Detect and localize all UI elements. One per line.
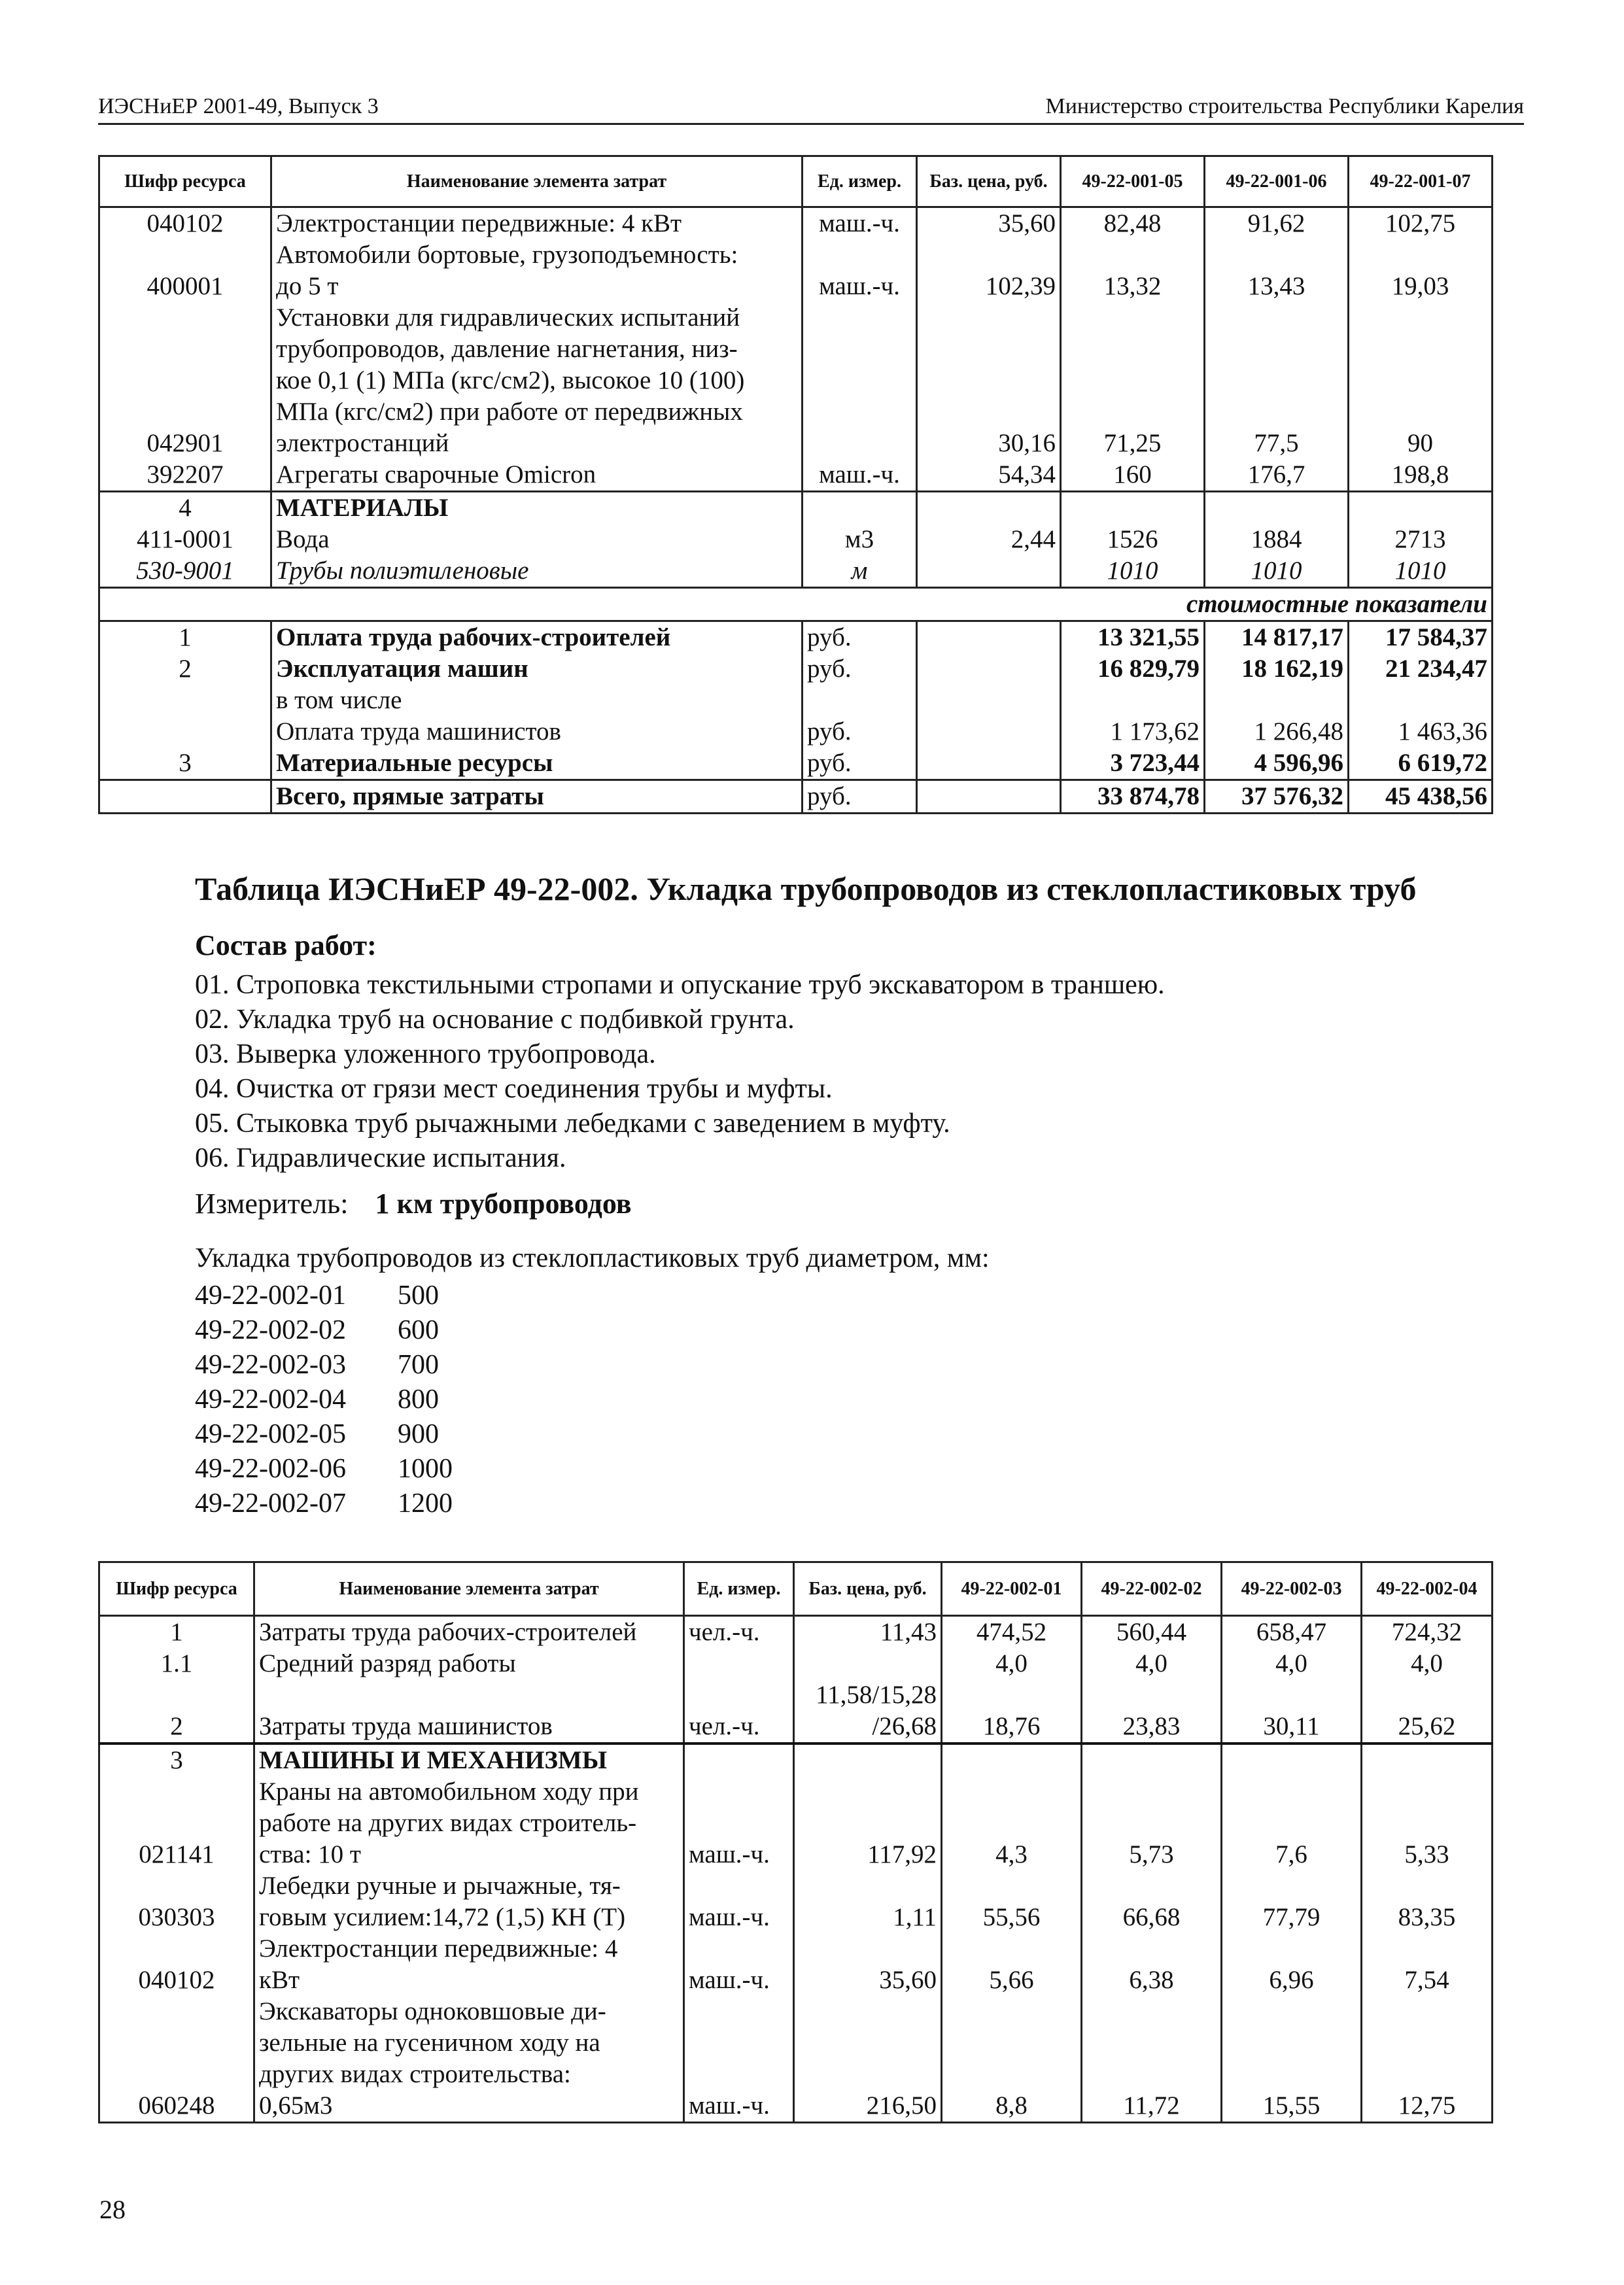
code: 49-22-002-02 <box>195 1315 346 1345</box>
base-price: 117,92 <box>794 1776 942 1870</box>
list-item: 02. Укладка труб на основание с подбивкой грунта. <box>195 1005 795 1035</box>
base-price <box>794 1744 942 1776</box>
resource-code: 021141 <box>99 1776 254 1870</box>
table-row <box>99 685 1493 716</box>
resource-code: 060248 <box>99 1996 254 2123</box>
list-item <box>195 1348 453 1383</box>
list-item <box>195 1313 453 1348</box>
column-header: Баз. цена, руб. <box>794 1562 942 1616</box>
unit: маш.-ч. <box>803 239 917 302</box>
value-col-1: 13,32 <box>1061 239 1205 302</box>
codes-intro: Укладка трубопроводов из стеклопластиковых труб диаметром, мм: <box>195 1243 990 1273</box>
base-price: 11,43 <box>794 1616 942 1649</box>
value-col-1: 1 173,62 <box>1061 716 1205 747</box>
cost-name: Материальные ресурсы <box>271 747 803 780</box>
value-col-1 <box>1061 685 1205 716</box>
measure-label: Измеритель: <box>195 1188 349 1220</box>
value-col-2: 91,62 <box>1205 207 1349 240</box>
value-col-3: 15,55 <box>1222 1996 1362 2123</box>
table-row <box>99 1679 1493 1744</box>
measure-line <box>195 1187 632 1220</box>
resource-name: Агрегаты сварочные Omicron <box>271 459 803 492</box>
value-col-4: 25,62 <box>1362 1679 1493 1744</box>
value-col-2: 6,38 <box>1082 1933 1222 1996</box>
diameter: 1000 <box>398 1454 453 1484</box>
value-col-1: 1526 <box>1061 524 1205 555</box>
column-header: 49-22-002-04 <box>1362 1562 1493 1616</box>
unit: м3 <box>803 524 917 555</box>
list-item: 04. Очистка от грязи мест соединения трубы и муфты. <box>195 1074 833 1104</box>
empty-cell <box>917 747 1061 780</box>
empty-cell <box>917 653 1061 685</box>
row-number: 1 <box>99 621 271 654</box>
value-col-3: 30,11 <box>1222 1679 1362 1744</box>
resource-name: Лебедки ручные и рычажные, тя- говым усилием:14,72 (1,5) КН (Т) <box>254 1870 684 1933</box>
resource-name: Электростанции передвижные: 4 кВт <box>271 207 803 240</box>
resource-name: Затраты труда машинистов <box>254 1679 684 1744</box>
running-header <box>98 92 1524 125</box>
table-row <box>99 1933 1493 1996</box>
column-header: 49-22-002-01 <box>942 1562 1082 1616</box>
unit: м <box>803 555 917 588</box>
list-item <box>195 1452 453 1486</box>
header-left: ИЭСНиЕР 2001-49, Выпуск 3 <box>98 94 379 118</box>
value-col-2: 77,5 <box>1205 302 1349 459</box>
table-row <box>99 1996 1493 2123</box>
cost-caption: стоимостные показатели <box>99 588 1493 621</box>
unit: чел.-ч. <box>684 1616 794 1649</box>
value-col-1: 4,3 <box>942 1776 1082 1870</box>
table-row <box>99 207 1493 240</box>
unit <box>684 1648 794 1679</box>
table-row <box>99 459 1493 492</box>
page-number: 28 <box>99 2195 126 2224</box>
value-col-1: 82,48 <box>1061 207 1205 240</box>
resource-name: Вода <box>271 524 803 555</box>
resource-name: Краны на автомобильном ходу при работе на других видах строитель- ства: 10 т <box>254 1776 684 1870</box>
value-col-3: 658,47 <box>1222 1616 1362 1649</box>
value-col-1: 18,76 <box>942 1679 1082 1744</box>
cost-name: Оплата труда рабочих-строителей <box>271 621 803 654</box>
value-col-2: 23,83 <box>1082 1679 1222 1744</box>
value-col-4: 7,54 <box>1362 1933 1493 1996</box>
resource-code: 030303 <box>99 1870 254 1933</box>
unit: чел.-ч. <box>684 1679 794 1744</box>
empty-cell <box>1061 492 1205 524</box>
row-number: 3 <box>99 747 271 780</box>
value-col-2: 37 576,32 <box>1205 780 1349 814</box>
resource-name: Установки для гидравлических испытаний трубопроводов, давление нагнетания, низ- кое 0,1 (1) МПа (кгс/см2), высокое 10 (100) МПа (кгс/см2) при работе от передвижных электростанций <box>271 302 803 459</box>
value-col-2: 176,7 <box>1205 459 1349 492</box>
resource-code: 1 <box>99 1616 254 1649</box>
unit: руб. <box>803 716 917 747</box>
row-number <box>99 716 271 747</box>
resource-code: 392207 <box>99 459 271 492</box>
resource-name: Экскаваторы одноковшовые ди- зельные на гусеничном ходу на других видах строительства: 0,65м3 <box>254 1996 684 2123</box>
table-row <box>99 555 1493 588</box>
value-col-1: 13 321,55 <box>1061 621 1205 654</box>
value-col-2: 560,44 <box>1082 1616 1222 1649</box>
code: 49-22-002-06 <box>195 1454 346 1484</box>
value-col-3: 17 584,37 <box>1349 621 1493 654</box>
resource-code: 530-9001 <box>99 555 271 588</box>
unit <box>803 302 917 459</box>
unit: маш.-ч. <box>684 1996 794 2123</box>
table-row <box>99 653 1493 685</box>
diameter: 1200 <box>398 1488 453 1519</box>
empty-cell <box>917 716 1061 747</box>
list-item: 01. Строповка текстильными стропами и опускание труб экскаватором в траншею. <box>195 970 1165 1000</box>
value-col-2: 13,43 <box>1205 239 1349 302</box>
base-price <box>794 1648 942 1679</box>
value-col-4: 4,0 <box>1362 1648 1493 1679</box>
value-col-3: 2713 <box>1349 524 1493 555</box>
table2-title: Таблица ИЭСНиЕР 49-22-002. Укладка трубопроводов из стеклопластиковых труб <box>195 870 1417 907</box>
value-col-2: 1884 <box>1205 524 1349 555</box>
column-header: Наименование элемента затрат <box>254 1562 684 1616</box>
value-col-3 <box>1349 685 1493 716</box>
value-col-3: 77,79 <box>1222 1870 1362 1933</box>
empty-cell <box>917 780 1061 814</box>
empty-cell <box>917 621 1061 654</box>
value-col-4: 12,75 <box>1362 1996 1493 2123</box>
table-row <box>99 747 1493 780</box>
value-col-3: 1010 <box>1349 555 1493 588</box>
unit: руб. <box>803 747 917 780</box>
resource-code: 3 <box>99 1744 254 1776</box>
resource-table-2 <box>98 1561 1493 2123</box>
value-col-3: 21 234,47 <box>1349 653 1493 685</box>
value-col-3: 6,96 <box>1222 1933 1362 1996</box>
cost-name: Всего, прямые затраты <box>271 780 803 814</box>
value-col-2: 5,73 <box>1082 1776 1222 1870</box>
base-price: 2,44 <box>917 524 1061 555</box>
value-col-1: 3 723,44 <box>1061 747 1205 780</box>
column-header: Ед. измер. <box>684 1562 794 1616</box>
value-col-1: 1010 <box>1061 555 1205 588</box>
base-price <box>917 555 1061 588</box>
table-row <box>99 1870 1493 1933</box>
base-price: 30,16 <box>917 302 1061 459</box>
value-col-1: 33 874,78 <box>1061 780 1205 814</box>
value-col-2: 66,68 <box>1082 1870 1222 1933</box>
list-item <box>195 1383 453 1417</box>
works-heading: Состав работ: <box>195 929 377 961</box>
base-price: 102,39 <box>917 239 1061 302</box>
table-row <box>99 780 1493 814</box>
table-row <box>99 1776 1493 1870</box>
list-item <box>195 1279 453 1313</box>
list-item: 05. Стыковка труб рычажными лебедками с заведением в муфту. <box>195 1108 950 1139</box>
value-col-1: 4,0 <box>942 1648 1082 1679</box>
resource-name: МАШИНЫ И МЕХАНИЗМЫ <box>254 1744 684 1776</box>
value-col-4 <box>1362 1744 1493 1776</box>
diameter: 500 <box>398 1280 439 1311</box>
resource-name: Затраты труда рабочих-строителей <box>254 1616 684 1649</box>
value-col-1: 160 <box>1061 459 1205 492</box>
table-row <box>99 1744 1493 1776</box>
base-price: 35,60 <box>794 1933 942 1996</box>
resource-code: 040102 <box>99 207 271 240</box>
column-header: 49-22-001-05 <box>1061 156 1205 207</box>
diameter: 700 <box>398 1350 439 1380</box>
diameter: 800 <box>398 1384 439 1415</box>
row-number <box>99 685 271 716</box>
value-col-1: 474,52 <box>942 1616 1082 1649</box>
value-col-1: 55,56 <box>942 1870 1082 1933</box>
value-col-1: 16 829,79 <box>1061 653 1205 685</box>
table-row <box>99 302 1493 459</box>
code: 49-22-002-05 <box>195 1419 346 1449</box>
value-col-3: 198,8 <box>1349 459 1493 492</box>
list-item: 06. Гидравлические испытания. <box>195 1143 566 1173</box>
unit: маш.-ч. <box>803 207 917 240</box>
column-header: 49-22-001-07 <box>1349 156 1493 207</box>
value-col-4: 83,35 <box>1362 1870 1493 1933</box>
table1-header-row <box>99 156 1493 207</box>
table-row <box>99 716 1493 747</box>
table-row <box>99 492 1493 524</box>
resource-code: 042901 <box>99 302 271 459</box>
unit: руб. <box>803 621 917 654</box>
value-col-2: 4 596,96 <box>1205 747 1349 780</box>
value-col-3: 90 <box>1349 302 1493 459</box>
resource-table-1 <box>98 155 1493 814</box>
column-header: Баз. цена, руб. <box>917 156 1061 207</box>
value-col-1: 5,66 <box>942 1933 1082 1996</box>
table-row <box>99 588 1493 621</box>
value-col-3: 19,03 <box>1349 239 1493 302</box>
column-header: 49-22-001-06 <box>1205 156 1349 207</box>
empty-cell <box>1205 492 1349 524</box>
value-col-2 <box>1082 1744 1222 1776</box>
value-col-3: 7,6 <box>1222 1776 1362 1870</box>
value-col-1 <box>942 1744 1082 1776</box>
diameter: 600 <box>398 1315 439 1345</box>
unit: маш.-ч. <box>803 459 917 492</box>
base-price: 216,50 <box>794 1996 942 2123</box>
empty-cell <box>917 685 1061 716</box>
resource-code: 1.1 <box>99 1648 254 1679</box>
empty-cell <box>1349 492 1493 524</box>
column-header: Шифр ресурса <box>99 1562 254 1616</box>
list-item: 03. Выверка уложенного трубопровода. <box>195 1039 656 1069</box>
row-number: 2 <box>99 653 271 685</box>
value-col-3 <box>1222 1744 1362 1776</box>
base-price: 54,34 <box>917 459 1061 492</box>
unit <box>684 1744 794 1776</box>
value-col-3: 6 619,72 <box>1349 747 1493 780</box>
works-list <box>195 968 1165 1176</box>
resource-code: 040102 <box>99 1933 254 1996</box>
column-header: 49-22-002-03 <box>1222 1562 1362 1616</box>
unit: руб. <box>803 780 917 814</box>
value-col-3: 102,75 <box>1349 207 1493 240</box>
resource-name: Автомобили бортовые, грузоподъемность: до 5 т <box>271 239 803 302</box>
value-col-2: 1 266,48 <box>1205 716 1349 747</box>
unit: маш.-ч. <box>684 1933 794 1996</box>
value-col-1: 8,8 <box>942 1996 1082 2123</box>
value-col-2: 18 162,19 <box>1205 653 1349 685</box>
value-col-3: 45 438,56 <box>1349 780 1493 814</box>
section-number: 4 <box>99 492 271 524</box>
value-col-3: 4,0 <box>1222 1648 1362 1679</box>
value-col-2: 11,72 <box>1082 1996 1222 2123</box>
value-col-4: 724,32 <box>1362 1616 1493 1649</box>
value-col-3: 1 463,36 <box>1349 716 1493 747</box>
resource-name: Средний разряд работы <box>254 1648 684 1679</box>
unit: руб. <box>803 653 917 685</box>
column-header: Шифр ресурса <box>99 156 271 207</box>
empty-cell <box>917 492 1061 524</box>
cost-name: Эксплуатация машин <box>271 653 803 685</box>
value-col-4: 5,33 <box>1362 1776 1493 1870</box>
value-col-2: 1010 <box>1205 555 1349 588</box>
header-right: Министерство строительства Республики Карелия <box>1045 94 1524 118</box>
row-number <box>99 780 271 814</box>
table2-header-row <box>99 1562 1493 1616</box>
resource-name: Трубы полиэтиленовые <box>271 555 803 588</box>
base-price: 35,60 <box>917 207 1061 240</box>
resource-code: 400001 <box>99 239 271 302</box>
list-item <box>195 1486 453 1521</box>
table-row <box>99 621 1493 654</box>
codes-list <box>195 1279 453 1521</box>
resource-code: 411-0001 <box>99 524 271 555</box>
table-row <box>99 1616 1493 1649</box>
code: 49-22-002-01 <box>195 1280 346 1311</box>
value-col-2: 4,0 <box>1082 1648 1222 1679</box>
resource-name: Электростанции передвижные: 4 кВт <box>254 1933 684 1996</box>
empty-cell <box>803 492 917 524</box>
list-item <box>195 1417 453 1452</box>
column-header: 49-22-002-02 <box>1082 1562 1222 1616</box>
cost-name: в том числе <box>271 685 803 716</box>
code: 49-22-002-07 <box>195 1488 346 1519</box>
column-header: Ед. измер. <box>803 156 917 207</box>
value-col-2: 14 817,17 <box>1205 621 1349 654</box>
code: 49-22-002-04 <box>195 1384 346 1415</box>
value-col-2 <box>1205 685 1349 716</box>
base-price: 1,11 <box>794 1870 942 1933</box>
table-row <box>99 239 1493 302</box>
unit <box>803 685 917 716</box>
base-price: 11,58/15,28 /26,68 <box>794 1679 942 1744</box>
column-header: Наименование элемента затрат <box>271 156 803 207</box>
section-label: МАТЕРИАЛЫ <box>271 492 803 524</box>
resource-code: 2 <box>99 1679 254 1744</box>
unit: маш.-ч. <box>684 1870 794 1933</box>
table-row <box>99 524 1493 555</box>
diameter: 900 <box>398 1419 439 1449</box>
table-row <box>99 1648 1493 1679</box>
cost-name: Оплата труда машинистов <box>271 716 803 747</box>
code: 49-22-002-03 <box>195 1350 346 1380</box>
measure-value: 1 км трубопроводов <box>375 1188 632 1220</box>
value-col-1: 71,25 <box>1061 302 1205 459</box>
unit: маш.-ч. <box>684 1776 794 1870</box>
